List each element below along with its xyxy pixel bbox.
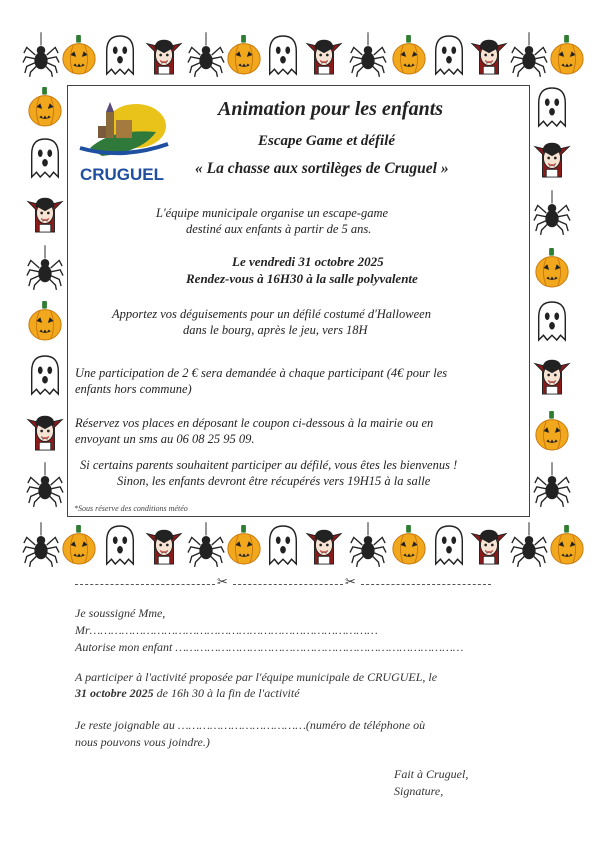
ghost-icon (26, 135, 64, 181)
costume-line-1: Apportez vos déguisements pour un défilé costumé d'Halloween (112, 307, 431, 321)
ghost-icon (264, 32, 302, 78)
pumpkin-icon (548, 32, 586, 78)
spider-icon (187, 522, 225, 568)
pumpkin-icon (548, 522, 586, 568)
ghost-icon (533, 298, 571, 344)
vampire-icon (26, 190, 64, 236)
vampire-icon (470, 522, 508, 568)
reserve-line-2: envoyant un sms au 06 08 25 95 09. (75, 432, 255, 446)
parents-line-1: Si certains parents souhaitent participer au défilé, vous êtes les bienvenus ! (80, 458, 458, 472)
spider-icon (349, 32, 387, 78)
scissors-icon: ✂ (217, 575, 228, 590)
coupon-place: Fait à Cruguel, (394, 767, 469, 781)
spider-icon (533, 462, 571, 508)
coupon-phone-field[interactable]: Je reste joignable au ………………………………(numéro de téléphone où (75, 718, 426, 732)
scissors-icon: ✂ (345, 575, 356, 590)
spider-icon (22, 522, 60, 568)
vampire-icon (533, 352, 571, 398)
vampire-icon (305, 32, 343, 78)
pumpkin-icon (390, 32, 428, 78)
pumpkin-icon (26, 84, 64, 130)
ghost-icon (26, 352, 64, 398)
ghost-icon (430, 522, 468, 568)
cruguel-logo (72, 98, 176, 186)
costume-line-2: dans le bourg, après le jeu, vers 18H (183, 323, 368, 337)
pumpkin-icon (390, 522, 428, 568)
ghost-icon (101, 522, 139, 568)
ghost-icon (264, 522, 302, 568)
game-name: « La chasse aux sortilèges de Cruguel » (195, 160, 449, 177)
ghost-icon (430, 32, 468, 78)
logo-icon (72, 98, 176, 186)
vampire-icon (533, 135, 571, 181)
weather-footnote: *Sous réserve des conditions météo (74, 504, 188, 513)
event-date: Le vendredi 31 octobre 2025 (232, 254, 384, 269)
pumpkin-icon (60, 522, 98, 568)
poster-title: Animation pour les enfants (218, 98, 444, 120)
vampire-icon (145, 522, 183, 568)
spider-icon (349, 522, 387, 568)
reserve-line-1: Réservez vos places en déposant le coupon ci-dessous à la mairie ou en (75, 416, 434, 430)
coupon-child-field[interactable]: Autorise mon enfant ……………………………………………………………………… (75, 640, 464, 654)
spider-icon (187, 32, 225, 78)
spider-icon (510, 32, 548, 78)
poster-subtitle: Escape Game et défilé (258, 133, 396, 149)
pumpkin-icon (533, 245, 571, 291)
fee-line-2: enfants hors commune) (75, 382, 192, 396)
vampire-icon (26, 408, 64, 454)
pumpkin-icon (225, 32, 263, 78)
meeting-point: Rendez-vous à 16H30 à la salle polyvalente (186, 271, 418, 286)
coupon-cut-line (75, 575, 491, 592)
ghost-icon (101, 32, 139, 78)
coupon-date-line (75, 686, 300, 701)
spider-icon (510, 522, 548, 568)
vampire-icon (305, 522, 343, 568)
pumpkin-icon (60, 32, 98, 78)
spider-icon (22, 32, 60, 78)
fee-line-1: Une participation de 2 € sera demandée à chaque participant (4€ pour les (75, 366, 448, 380)
ghost-icon (533, 84, 571, 130)
vampire-icon (470, 32, 508, 78)
coupon-date-bold: 31 octobre 2025 (75, 686, 154, 700)
pumpkin-icon (225, 522, 263, 568)
parents-line-2: Sinon, les enfants devront être récupérés vers 19H15 à la salle (117, 474, 431, 488)
intro-line-1: L'équipe municipale organise un escape-game (156, 206, 389, 220)
vampire-icon (145, 32, 183, 78)
spider-icon (26, 462, 64, 508)
coupon-signed-line: Je soussigné Mme, (75, 606, 166, 620)
intro-line-2: destiné aux enfants à partir de 5 ans. (186, 222, 372, 236)
coupon-time-text: de 16h 30 à la fin de l'activité (153, 686, 300, 700)
spider-icon (533, 190, 571, 236)
spider-icon (26, 245, 64, 291)
logo-text: CRUGUEL (79, 165, 165, 184)
coupon-signature[interactable]: Signature, (394, 784, 444, 798)
pumpkin-icon (533, 408, 571, 454)
coupon-participation-line: A participer à l'activité proposée par l'équipe municipale de CRUGUEL, le (75, 670, 438, 684)
coupon-name-field[interactable]: Mr……………………………………………………………………… (75, 623, 378, 637)
coupon-phone-note: nous pouvons vous joindre.) (75, 735, 210, 749)
pumpkin-icon (26, 298, 64, 344)
